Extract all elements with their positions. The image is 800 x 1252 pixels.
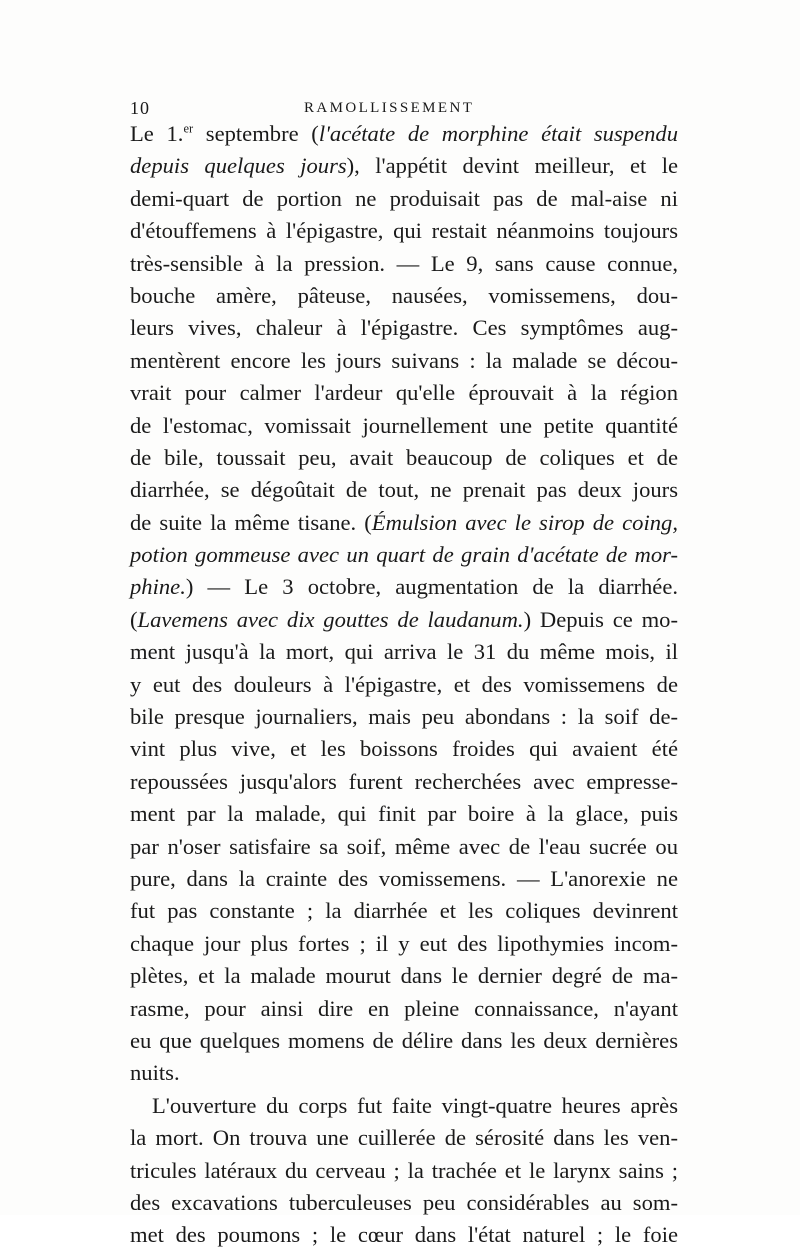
text-segment: par n'oser satisfaire sa soif, même avec de l'eau sucrée ou	[130, 833, 678, 859]
text-line	[130, 831, 678, 863]
text-segment: très-sensible à la pression. — Le 9, sans cause connue,	[130, 250, 678, 276]
text-line	[130, 1025, 678, 1057]
text-line	[130, 507, 678, 539]
text-line	[130, 669, 678, 701]
text-segment: diarrhée, se dégoûtait de tout, ne prenait pas deux jours	[130, 477, 678, 503]
text-segment: ), l'appétit devint meilleur, et le	[346, 153, 678, 179]
text-line	[130, 215, 678, 247]
running-title: RAMOLLISSEMENT	[304, 100, 475, 116]
italic-segment: Lavemens avec dix gouttes de laudanum.	[137, 606, 524, 632]
text-line	[130, 701, 678, 733]
text-segment: la mort. On trouva une cuillerée de sérosité dans les ven-	[130, 1125, 678, 1151]
text-line	[130, 377, 678, 409]
text-segment: mentèrent encore les jours suivans : la malade se décou-	[130, 347, 678, 373]
text-segment: nuits.	[130, 1060, 180, 1086]
text-line	[130, 798, 678, 830]
text-segment: de bile, toussait peu, avait beaucoup de coliques et de	[130, 444, 678, 470]
text-line	[130, 733, 678, 765]
text-segment: bile presque journaliers, mais peu abondans : la soif de-	[130, 704, 678, 730]
text-segment: y eut des douleurs à l'épigastre, et des vomissemens de	[130, 671, 678, 697]
italic-segment: l'acétate de morphine était suspendu	[318, 121, 678, 146]
italic-segment: phine.	[130, 574, 186, 600]
text-segment: pure, dans la crainte des vomissemens. — L'anorexie ne	[130, 865, 678, 891]
text-line	[130, 280, 678, 312]
page-number: 10	[130, 98, 150, 118]
text-line	[130, 1155, 678, 1187]
text-segment: met des poumons ; le cœur dans l'état naturel ; le foie	[130, 1222, 678, 1248]
text-line	[130, 539, 678, 571]
text-line	[130, 312, 678, 344]
text-segment: repoussées jusqu'alors furent recherchées avec empresse-	[130, 768, 678, 794]
text-segment: d'étouffemens à l'épigastre, qui restait néanmoins toujours	[130, 218, 678, 244]
text-line	[130, 1057, 678, 1089]
text-line	[130, 863, 678, 895]
text-line	[130, 604, 678, 636]
text-segment: rasme, pour ainsi dire en pleine connaissance, n'ayant	[130, 995, 678, 1021]
text-line	[130, 150, 678, 182]
text-segment: bouche amère, pâteuse, nausées, vomissemens, dou-	[130, 282, 678, 308]
text-segment: de suite la même tisane. (	[130, 509, 372, 535]
text-segment: demi-quart de portion ne produisait pas de mal-aise ni	[130, 185, 678, 211]
text-segment: plètes, et la malade mourut dans le dernier degré de ma-	[130, 963, 678, 989]
text-line	[130, 571, 678, 603]
text-segment: (	[130, 606, 138, 632]
italic-segment: Émulsion avec le sirop de coing,	[371, 509, 679, 535]
text-segment: eu que quelques momens de délire dans les deux dernières	[130, 1027, 678, 1053]
italic-segment: depuis quelques jours	[130, 153, 347, 179]
text-line	[130, 442, 678, 474]
text-segment: chaque jour plus fortes ; il y eut des lipothymies incom-	[130, 930, 678, 956]
page-header	[126, 98, 686, 120]
text-segment: des excavations tuberculeuses peu considérables au som-	[130, 1189, 678, 1215]
text-segment: tricules latéraux du cerveau ; la trachée et le larynx sains ;	[130, 1157, 678, 1183]
text-line	[130, 1187, 678, 1219]
italic-segment: potion gommeuse avec un quart de grain d'acétate de mor-	[130, 542, 678, 568]
text-segment: vint plus vive, et les boissons froides qui avaient été	[130, 736, 678, 762]
text-line	[130, 636, 678, 668]
text-line	[130, 928, 678, 960]
text-segment: fut pas constante ; la diarrhée et les coliques devinrent	[130, 898, 678, 924]
text-segment: leurs vives, chaleur à l'épigastre. Ces symptômes aug-	[130, 315, 678, 341]
text-line	[130, 118, 678, 150]
text-line	[130, 183, 678, 215]
body-text	[130, 118, 678, 1252]
superscript: er	[183, 121, 194, 136]
text-line	[130, 410, 678, 442]
text-segment: septembre (	[193, 121, 319, 146]
text-segment: Le 1.	[130, 121, 184, 146]
text-line	[130, 1090, 678, 1122]
text-line	[130, 895, 678, 927]
text-line	[130, 993, 678, 1025]
text-segment: L'ouverture du corps fut faite vingt-quatre heures après	[152, 1092, 678, 1118]
text-segment: ) — Le 3 octobre, augmentation de la diarrhée.	[185, 574, 678, 600]
text-segment: ment jusqu'à la mort, qui arriva le 31 du même mois, il	[130, 639, 678, 665]
text-segment: ment par la malade, qui finit par boire à la glace, puis	[130, 801, 678, 827]
text-line	[130, 1122, 678, 1154]
text-line	[130, 345, 678, 377]
text-segment: vrait pour calmer l'ardeur qu'elle éprouvait à la région	[130, 380, 678, 406]
text-line	[130, 766, 678, 798]
text-line	[130, 960, 678, 992]
text-line	[130, 1219, 678, 1251]
text-line	[130, 248, 678, 280]
text-line	[130, 474, 678, 506]
text-segment: de l'estomac, vomissait journellement une petite quantité	[130, 412, 678, 438]
text-segment: ) Depuis ce mo-	[523, 606, 678, 632]
